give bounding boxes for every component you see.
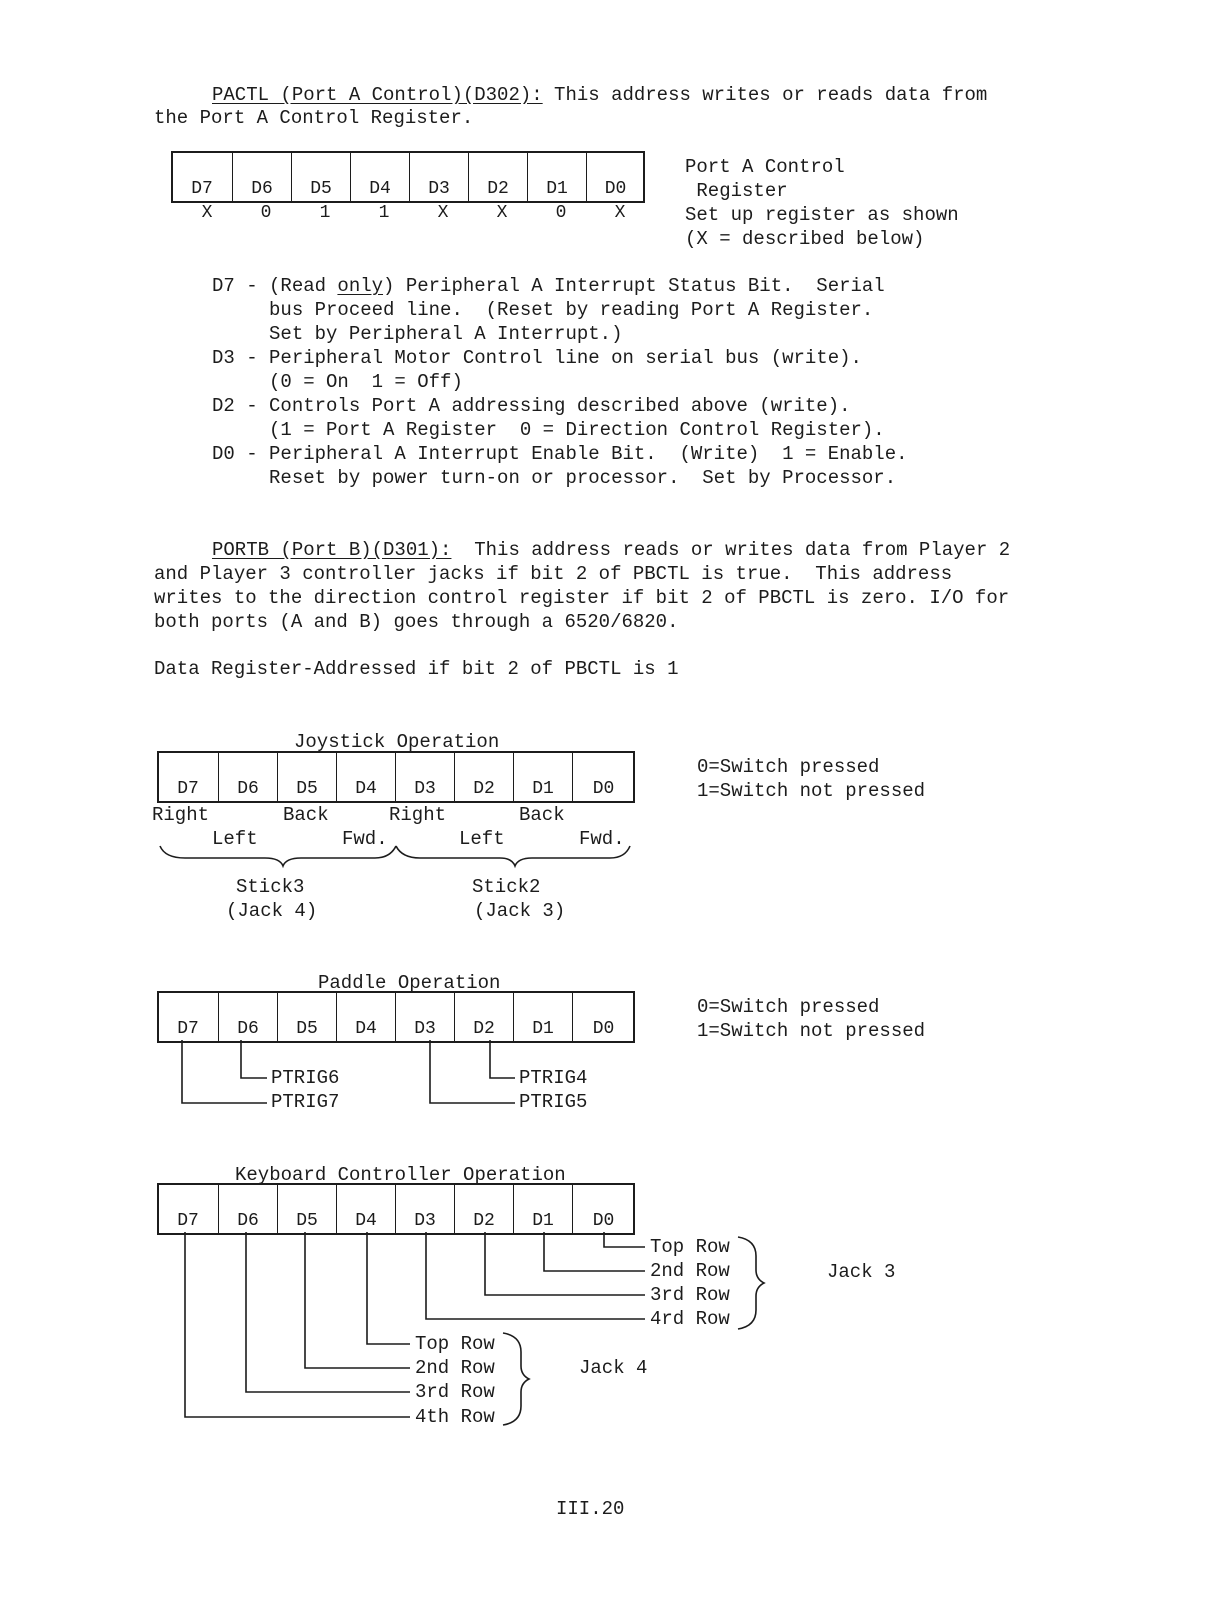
register-bit: D0 xyxy=(572,1185,634,1233)
register-bit: D5 xyxy=(291,153,350,201)
pactl-intro-line2: the Port A Control Register. xyxy=(154,107,474,129)
register-bit: D2 xyxy=(454,993,513,1041)
joystick-label: Right xyxy=(389,804,447,826)
jack4-row-label: 4th Row xyxy=(415,1406,495,1428)
register-bit: D3 xyxy=(395,753,454,801)
paddle-title: Paddle Operation xyxy=(318,972,501,994)
joystick-label: Fwd. xyxy=(342,828,388,850)
register-bit: D4 xyxy=(336,1185,395,1233)
portb-title: PORTB (Port B)(D301): xyxy=(212,539,452,561)
joystick-title: Joystick Operation xyxy=(294,731,500,753)
pactl-side-note: Register xyxy=(685,180,788,202)
register-bit: D0 xyxy=(572,753,634,801)
register-bit: D7 xyxy=(177,1211,199,1231)
joystick-label: Left xyxy=(212,828,258,850)
register-bit: D6 xyxy=(218,753,277,801)
pactl-side-note: (X = described below) xyxy=(685,228,925,250)
pactl-side-note: Set up register as shown xyxy=(685,204,959,226)
keyboard-title: Keyboard Controller Operation xyxy=(235,1164,566,1186)
jack3-3rd-row-line xyxy=(485,1232,645,1295)
bit-description: D2 - Controls Port A addressing described above (write). xyxy=(212,395,851,417)
jack3-4rd-row-line xyxy=(426,1232,645,1319)
jack4-group-label: Jack 4 xyxy=(579,1357,648,1379)
register-value: X xyxy=(496,203,508,223)
ptrig-label: PTRIG6 xyxy=(271,1067,340,1089)
register-bit: D6 xyxy=(218,1185,277,1233)
bit-description: Set by Peripheral A Interrupt.) xyxy=(212,323,623,345)
paddle-legend: 1=Switch not pressed xyxy=(697,1020,926,1042)
register-bit: D2 xyxy=(454,1185,513,1233)
jack3-row-label: 2nd Row xyxy=(650,1260,730,1282)
register-bit: D1 xyxy=(527,153,586,201)
register-value: X xyxy=(614,203,626,223)
register-value: 1 xyxy=(378,203,390,223)
register-bit: D4 xyxy=(336,753,395,801)
register-bit: D6 xyxy=(232,153,291,201)
ptrig-label: PTRIG4 xyxy=(519,1067,588,1089)
register-bit: D2 xyxy=(468,153,527,201)
portb-intro-line1: PORTB (Port B)(D301): This address reads or writes data from Player 2 xyxy=(212,539,1011,561)
jack4-2nd-row-line xyxy=(305,1232,410,1368)
portb-intro-line: and Player 3 controller jacks if bit 2 of PBCTL is true. This address xyxy=(154,563,953,585)
register-bit: D3 xyxy=(395,993,454,1041)
data-register-note: Data Register-Addressed if bit 2 of PBCTL is 1 xyxy=(154,658,679,680)
register-bit: D4 xyxy=(350,153,409,201)
portb-intro-line: writes to the direction control register if bit 2 of PBCTL is zero. I/O for xyxy=(154,587,1010,609)
joystick-label: Left xyxy=(459,828,505,850)
paddle-legend: 0=Switch pressed xyxy=(697,996,880,1018)
joystick-label: Fwd. xyxy=(579,828,625,850)
register-value: 1 xyxy=(319,203,331,223)
jack3-2nd-row-line xyxy=(544,1232,645,1271)
bit-description: (0 = On 1 = Off) xyxy=(212,371,463,393)
joystick-label: Right xyxy=(152,804,210,826)
page-number: III.20 xyxy=(556,1498,625,1520)
register-bit: D7 xyxy=(191,179,213,199)
register-value: 0 xyxy=(260,203,272,223)
register-value: X xyxy=(201,203,213,223)
jack4-row-label: 2nd Row xyxy=(415,1357,495,1379)
portb-intro-line: both ports (A and B) goes through a 6520/6820. xyxy=(154,611,679,633)
joystick-label: Back xyxy=(519,804,565,826)
jack3-top-row-line xyxy=(604,1232,645,1247)
pactl-intro-rest: This address writes or reads data from xyxy=(542,84,988,106)
bit-description: D3 - Peripheral Motor Control line on serial bus (write). xyxy=(212,347,862,369)
jack4-row-label: 3rd Row xyxy=(415,1381,495,1403)
register-bit: D5 xyxy=(277,753,336,801)
register-bit: D0 xyxy=(586,153,644,201)
register-bit: D3 xyxy=(395,1185,454,1233)
ptrig-label: PTRIG7 xyxy=(271,1091,340,1113)
jack3-brace xyxy=(738,1237,764,1329)
joystick-legend: 1=Switch not pressed xyxy=(697,780,926,802)
register-bit: D3 xyxy=(409,153,468,201)
register-value: 0 xyxy=(555,203,567,223)
bit-description: (1 = Port A Register 0 = Direction Control Register). xyxy=(212,419,885,441)
register-bit: D4 xyxy=(336,993,395,1041)
ptrig-label: PTRIG5 xyxy=(519,1091,588,1113)
register-bit: D1 xyxy=(513,1185,572,1233)
jack4-top-row-line xyxy=(367,1232,410,1344)
jack4-brace xyxy=(503,1333,529,1425)
jack3-row-label: 4rd Row xyxy=(650,1308,730,1330)
jack3-group-label: Jack 3 xyxy=(827,1261,896,1283)
stick2-label: Stick2 xyxy=(472,876,541,898)
register-bit: D1 xyxy=(513,993,572,1041)
register-bit: D0 xyxy=(572,993,634,1041)
register-bit: D7 xyxy=(177,779,199,799)
bit-description: D7 - (Read only) Peripheral A Interrupt Status Bit. Serial xyxy=(212,275,885,297)
stick3-label: Stick3 xyxy=(236,876,305,898)
register-bit: D6 xyxy=(218,993,277,1041)
register-bit: D7 xyxy=(177,1019,199,1039)
bit-description: bus Proceed line. (Reset by reading Port A Register. xyxy=(212,299,874,321)
joystick-label: Back xyxy=(283,804,329,826)
joystick-legend: 0=Switch pressed xyxy=(697,756,880,778)
bit-description: D0 - Peripheral A Interrupt Enable Bit. (Write) 1 = Enable. xyxy=(212,443,908,465)
jack3-row-label: Top Row xyxy=(650,1236,730,1258)
register-value: X xyxy=(437,203,449,223)
pactl-side-note: Port A Control xyxy=(685,156,845,178)
jack4-row-label: Top Row xyxy=(415,1333,495,1355)
pactl-title: PACTL (Port A Control)(D302): xyxy=(212,84,543,106)
jack4-label: (Jack 4) xyxy=(226,900,318,922)
jack3-label: (Jack 3) xyxy=(474,900,566,922)
register-bit: D5 xyxy=(277,993,336,1041)
register-bit: D5 xyxy=(277,1185,336,1233)
register-bit: D2 xyxy=(454,753,513,801)
bit-description: Reset by power turn-on or processor. Set by Processor. xyxy=(212,467,897,489)
jack3-row-label: 3rd Row xyxy=(650,1284,730,1306)
register-bit: D1 xyxy=(513,753,572,801)
jack4-4th-row-line xyxy=(185,1232,410,1417)
